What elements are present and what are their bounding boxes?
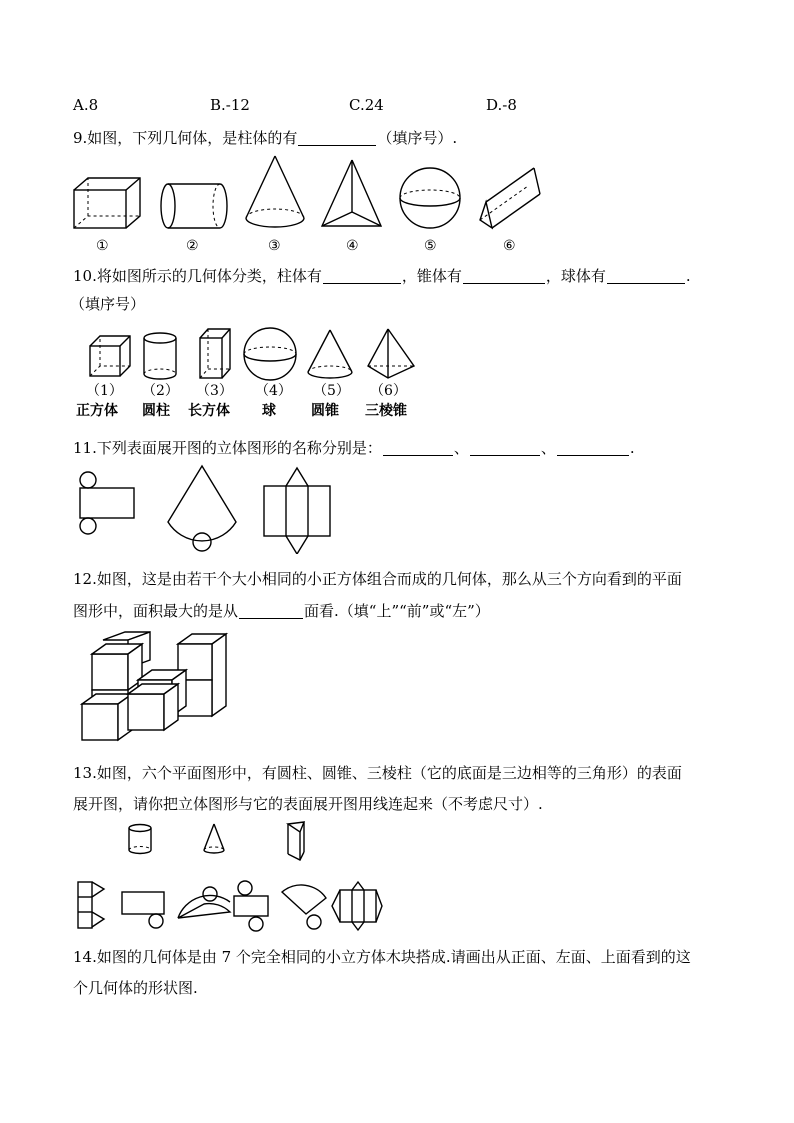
- q9-label-1: ①: [96, 238, 109, 254]
- q10-name-2: 圆柱: [142, 403, 170, 419]
- cube-shape: [90, 336, 130, 376]
- cuboid-shape: [200, 329, 230, 378]
- answer-blank-sphere[interactable]: [607, 269, 685, 284]
- question-12-text: 图形中，面积最大的是从: [73, 602, 239, 620]
- question-11: [73, 437, 635, 458]
- q13-nets-figure: [74, 878, 384, 934]
- q10-num-2: （2）: [142, 383, 179, 399]
- option-d: D.-8: [486, 96, 517, 114]
- cone-shape: [308, 330, 352, 378]
- q10-solids-figure: [80, 326, 425, 382]
- cylinder-shape: [144, 333, 176, 379]
- prism-net-2: [332, 882, 382, 930]
- pyramid-shape: [368, 329, 414, 378]
- option-b: B.-12: [210, 96, 250, 114]
- answer-blank-2[interactable]: [470, 441, 540, 456]
- question-9-text: 9.如图，下列几何体，是柱体的有: [73, 129, 298, 147]
- separator: 、: [453, 439, 469, 457]
- cylinder-net: [122, 892, 164, 928]
- cylinder-shape: [129, 825, 151, 854]
- option-a: A.8: [73, 96, 99, 114]
- q10-name-6: 三棱锥: [365, 403, 407, 419]
- q9-label-3: ③: [268, 238, 281, 254]
- answer-blank-cone[interactable]: [463, 269, 545, 284]
- question-12-line1: 12.如图，这是由若干个大小相同的小正方体组合而成的几何体，那么从三个方向看到的平面: [73, 570, 682, 588]
- q12-cube-stack-figure: [78, 630, 238, 745]
- q10-num-4: （4）: [255, 383, 292, 399]
- q10-num-6: （6）: [370, 383, 407, 399]
- q9-label-4: ④: [346, 238, 359, 254]
- question-11-end: .: [629, 439, 635, 457]
- question-10-text: 10.将如图所示的几何体分类，柱体有: [73, 267, 322, 285]
- cylinder-net-2: [234, 881, 268, 931]
- answer-blank-3[interactable]: [557, 441, 629, 456]
- q9-label-6: ⑥: [503, 238, 516, 254]
- option-c: C.24: [349, 96, 384, 114]
- q10-num-5: （5）: [313, 383, 350, 399]
- pyramid-shape: [322, 160, 381, 226]
- prism-shape: [480, 168, 540, 228]
- question-13-line1: 13.如图，六个平面图形中，有圆柱、圆锥、三棱柱（它的底面是三边相等的三角形）的表面: [73, 764, 682, 782]
- question-12-hint: 面看.（填“上”“前”或“左”）: [304, 602, 490, 620]
- q11-nets-figure: [72, 462, 332, 554]
- cylinder-net: [80, 472, 134, 534]
- question-9-hint: （填序号）.: [377, 129, 458, 147]
- separator: 、: [540, 439, 556, 457]
- question-10-line1: [73, 265, 691, 286]
- prism-shape: [288, 822, 304, 860]
- cone-shape: [204, 824, 224, 853]
- question-10-text-sphere: ，球体有: [545, 267, 606, 285]
- cone-net-2: [282, 885, 326, 929]
- prism-net: [264, 468, 330, 554]
- cone-shape: [246, 156, 304, 227]
- q10-name-4: 球: [262, 403, 276, 419]
- question-12-line2: [73, 600, 490, 621]
- question-10-line2: （填序号）: [70, 295, 146, 313]
- question-13-line2: 展开图，请你把立体图形与它的表面展开图用线连起来（不考虑尺寸）.: [73, 795, 543, 813]
- question-10-text-cone: ，锥体有: [401, 267, 462, 285]
- cube-stack: [82, 632, 226, 740]
- question-11-text: 11.下列表面展开图的立体图形的名称分别是：: [73, 439, 382, 457]
- cylinder-shape: [161, 184, 227, 228]
- q10-name-3: 长方体: [188, 403, 230, 419]
- question-9: [73, 127, 457, 148]
- q9-solids-figure: [70, 150, 550, 240]
- q10-name-1: 正方体: [76, 403, 118, 419]
- answer-blank-1[interactable]: [383, 441, 453, 456]
- answer-blank[interactable]: [298, 131, 376, 146]
- cone-net: [178, 887, 230, 918]
- question-10-end: .: [685, 267, 691, 285]
- q13-solids-figure: [120, 818, 340, 862]
- sphere-shape: [400, 168, 460, 228]
- q9-label-2: ②: [186, 238, 199, 254]
- q10-name-5: 圆锥: [311, 403, 339, 419]
- q10-num-3: （3）: [196, 383, 233, 399]
- answer-blank[interactable]: [239, 604, 303, 619]
- cuboid-shape: [74, 178, 140, 228]
- q9-label-5: ⑤: [424, 238, 437, 254]
- cone-net: [168, 466, 236, 551]
- prism-net: [78, 882, 104, 928]
- question-14-line2: 个几何体的形状图.: [73, 979, 198, 997]
- question-14-line1: 14.如图的几何体是由 7 个完全相同的小立方体木块搭成.请画出从正面、左面、上面看到的这: [73, 948, 691, 966]
- answer-blank-prism[interactable]: [323, 269, 401, 284]
- sphere-shape: [244, 328, 296, 380]
- q10-num-1: （1）: [86, 383, 123, 399]
